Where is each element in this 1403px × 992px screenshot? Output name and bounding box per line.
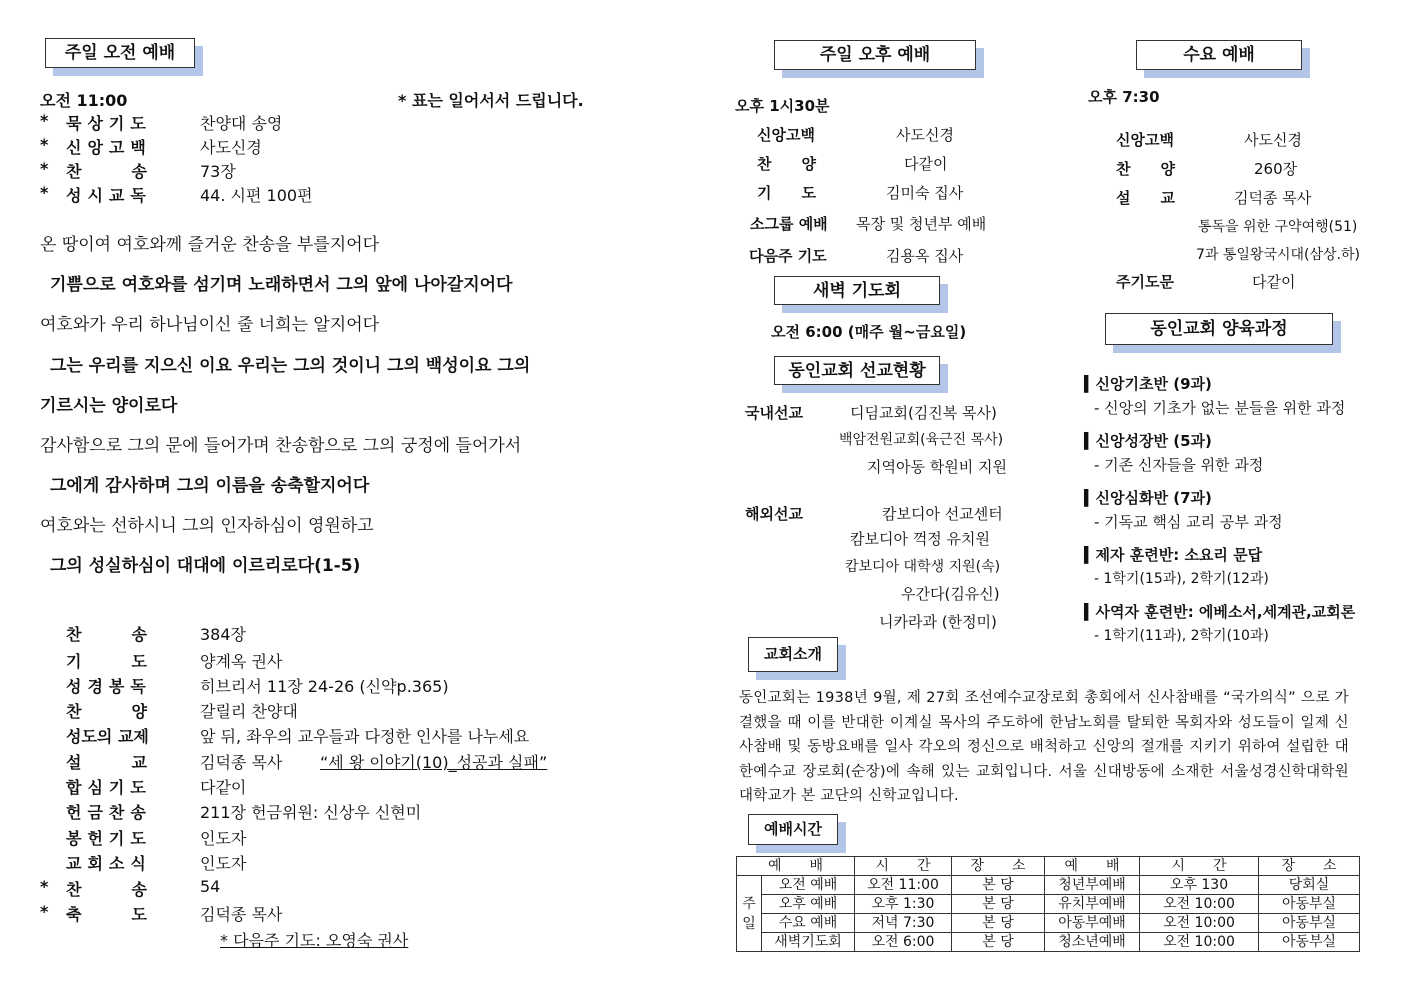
schedule-header: 장 소: [952, 857, 1045, 876]
order-value: 211장 헌금위원: 신상우 신현미: [200, 803, 422, 822]
psalm-line: 그에게 감사하며 그의 이름을 송축할지어다: [50, 476, 370, 496]
opening-value: 73장: [200, 162, 236, 181]
order-mark: *: [40, 877, 49, 896]
schedule-cell: 저녁 7:30: [855, 914, 952, 933]
psalm-line: 기쁨으로 여호와를 섬기며 노래하면서 그의 앞에 나아갈지어다: [50, 275, 513, 295]
psalm-line: 감사함으로 그의 문에 들어가며 찬송함으로 그의 궁정에 들어가서: [40, 436, 522, 456]
section-title-sunday-morning: 주일 오전 예배: [45, 38, 195, 68]
afternoon-time: 오후 1시30분: [735, 97, 830, 115]
course-desc: - 기존 신자들을 위한 과정: [1094, 456, 1264, 474]
order-value: 인도자: [200, 854, 247, 873]
wednesday-sermon-line: 통독을 위한 구약여행(51): [1198, 219, 1358, 235]
schedule-header: 시 간: [1140, 857, 1259, 876]
schedule-cell: 오전 6:00: [855, 933, 952, 952]
overseas-item: 니카라과 (한정미): [879, 613, 997, 631]
order-label: 찬 송: [66, 625, 153, 644]
afternoon-label: 다음주 기도: [749, 247, 827, 265]
opening-mark: *: [40, 159, 49, 178]
wednesday-time: 오후 7:30: [1088, 88, 1160, 106]
course-desc: - 신앙의 기초가 없는 분들을 위한 과정: [1094, 399, 1346, 417]
schedule-cell: 오전 10:00: [1140, 914, 1259, 933]
psalm-line: 여호와는 선하시니 그의 인자하심이 영원하고: [40, 516, 374, 536]
schedule-cell: 오후 예배: [762, 895, 855, 914]
schedule-side-label: 주일: [737, 876, 762, 952]
order-value: 갈릴리 찬양대: [200, 702, 298, 721]
wednesday-label: 찬 양: [1116, 160, 1175, 178]
course-title-text: 신앙성장반 (5과): [1095, 432, 1212, 450]
afternoon-label: 기 도: [757, 184, 816, 202]
next-prayer-note: * 다음주 기도: 오영숙 권사: [220, 931, 409, 950]
opening-label: 찬 송: [66, 162, 153, 181]
afternoon-label: 찬 양: [757, 155, 816, 173]
order-value: 양계옥 권사: [200, 652, 283, 671]
opening-value: 찬양대 송영: [200, 114, 283, 133]
course-title-text: 신앙심화반 (7과): [1095, 489, 1212, 507]
course-desc: - 1학기(11과), 2학기(10과): [1094, 628, 1269, 644]
schedule-cell: 오전 10:00: [1140, 895, 1259, 914]
opening-label: 묵상기도: [66, 114, 152, 133]
opening-mark: *: [40, 135, 49, 154]
schedule-cell: 본 당: [952, 933, 1045, 952]
schedule-cell: 수요 예배: [762, 914, 855, 933]
schedule-cell: 새벽기도회: [762, 933, 855, 952]
opening-label: 성시교독: [66, 186, 152, 205]
schedule-cell: 아동부실: [1259, 933, 1360, 952]
psalm-line: 그의 성실하심이 대대에 이르리로다(1-5): [50, 556, 361, 576]
schedule-header: 장 소: [1259, 857, 1360, 876]
schedule-cell: 오전 11:00: [855, 876, 952, 895]
order-mark: *: [40, 902, 49, 921]
section-title-intro: 교회소개: [748, 637, 838, 672]
wednesday-value: 사도신경: [1244, 131, 1302, 149]
afternoon-value: 목장 및 청년부 예배: [856, 215, 987, 233]
afternoon-value: 김용옥 집사: [886, 247, 964, 265]
schedule-cell: 아동부실: [1259, 895, 1360, 914]
dawn-time: 오전 6:00 (매주 월~금요일): [771, 323, 967, 341]
schedule-header: 예 배: [1045, 857, 1140, 876]
order-label: 봉헌기도: [66, 829, 152, 848]
order-label: 성경봉독: [66, 677, 152, 696]
schedule-cell: 아동부예배: [1045, 914, 1140, 933]
wednesday-closing-label: 주기도문: [1116, 273, 1174, 291]
course-title: ▍사역자 훈련반: 에베소서,세계관,교회론: [1084, 603, 1356, 621]
psalm-line: 기르시는 양이로다: [40, 396, 178, 416]
schedule-cell: 오전 예배: [762, 876, 855, 895]
psalm-line: 여호와가 우리 하나님이신 줄 너희는 알지어다: [40, 315, 380, 335]
order-value: 김덕종 목사: [200, 905, 283, 924]
schedule-cell: 오전 10:00: [1140, 933, 1259, 952]
section-title-training: 동인교회 양육과정: [1105, 313, 1333, 345]
afternoon-label: 신앙고백: [757, 126, 815, 144]
order-label: 합심기도: [66, 778, 152, 797]
morning-time: 오전 11:00: [40, 91, 128, 110]
course-title: ▍신앙기초반 (9과): [1084, 375, 1212, 393]
order-value: 384장: [200, 625, 246, 644]
psalm-line: 온 땅이여 여호와께 즐거운 찬송을 부를지어다: [40, 235, 380, 255]
schedule-row: [737, 914, 1360, 933]
schedule-header: 시 간: [855, 857, 952, 876]
order-label: 성도의 교제: [66, 727, 149, 746]
afternoon-label: 소그룹 예배: [750, 215, 828, 233]
afternoon-value: 사도신경: [896, 126, 954, 144]
opening-label: 신앙고백: [66, 138, 152, 157]
course-title-text: 신앙기초반 (9과): [1095, 375, 1212, 393]
schedule-row: [737, 876, 1360, 895]
schedule-cell: 본 당: [952, 895, 1045, 914]
course-title: ▍제자 훈련반: 소요리 문답: [1084, 546, 1263, 564]
schedule-cell: 본 당: [952, 876, 1045, 895]
order-label: 헌금찬송: [66, 803, 152, 822]
course-desc: - 1학기(15과), 2학기(12과): [1094, 571, 1269, 587]
section-title-sunday-afternoon: 주일 오후 예배: [774, 40, 976, 70]
section-title-schedule: 예배시간: [748, 814, 838, 845]
opening-value: 44. 시편 100편: [200, 186, 313, 205]
schedule-cell: 유치부예배: [1045, 895, 1140, 914]
wednesday-sermon-line: 7과 통일왕국시대(삼상.하): [1196, 247, 1360, 263]
course-title-text: 사역자 훈련반: 에베소서,세계관,교회론: [1095, 603, 1356, 621]
wednesday-value: 김덕종 목사: [1234, 189, 1312, 207]
section-title-dawn-prayer: 새벽 기도회: [774, 276, 940, 305]
schedule-cell: 오후 1:30: [855, 895, 952, 914]
schedule-cell: 청년부예배: [1045, 876, 1140, 895]
course-title-text: 제자 훈련반: 소요리 문답: [1095, 546, 1263, 564]
schedule-cell: 오후 130: [1140, 876, 1259, 895]
order-value: 다같이: [200, 778, 247, 797]
psalm-line: 그는 우리를 지으신 이요 우리는 그의 것이니 그의 백성이요 그의: [50, 356, 531, 376]
schedule-header: 예 배: [737, 857, 855, 876]
wednesday-closing-value: 다같이: [1252, 273, 1296, 291]
order-label: 찬 양: [66, 702, 153, 721]
schedule-cell: 본 당: [952, 914, 1045, 933]
schedule-row: [737, 895, 1360, 914]
schedule-table: [736, 856, 1360, 952]
schedule-header-row: [737, 857, 1360, 876]
order-label: 찬 송: [66, 880, 153, 899]
course-desc: - 기독교 핵심 교리 공부 과정: [1094, 513, 1283, 531]
order-value: 히브리서 11장 24-26 (신약p.365): [200, 677, 449, 696]
domestic-item: 지역아동 학원비 지원: [867, 458, 1007, 476]
domestic-item: 백암전원교회(육근진 목사): [839, 432, 1004, 448]
order-value: 인도자: [200, 829, 247, 848]
afternoon-value: 다같이: [904, 155, 948, 173]
schedule-row: [737, 933, 1360, 952]
wednesday-label: 설 교: [1116, 189, 1175, 207]
order-label: 교회소식: [66, 854, 152, 873]
opening-mark: *: [40, 111, 49, 130]
wednesday-value: 260장: [1254, 160, 1298, 178]
schedule-cell: 아동부실: [1259, 914, 1360, 933]
order-value: 앞 뒤, 좌우의 교우들과 다정한 인사를 나누세요: [200, 727, 530, 746]
order-value: 김덕종 목사: [200, 753, 283, 772]
section-title-mission: 동인교회 선교현황: [774, 356, 940, 385]
opening-value: 사도신경: [200, 138, 262, 157]
schedule-cell: 당회실: [1259, 876, 1360, 895]
schedule-cell: 청소년예배: [1045, 933, 1140, 952]
section-title-wednesday: 수요 예배: [1136, 40, 1302, 70]
overseas-item: 우간다(김유신): [901, 585, 1000, 603]
course-title: ▍신앙성장반 (5과): [1084, 432, 1212, 450]
overseas-item: 캄보디아 대학생 지원(속): [845, 559, 1001, 575]
afternoon-value: 김미숙 집사: [886, 184, 964, 202]
domestic-label: 국내선교: [745, 404, 803, 422]
opening-mark: *: [40, 183, 49, 202]
order-label: 축 도: [66, 905, 153, 924]
wednesday-label: 신앙고백: [1116, 131, 1174, 149]
standing-note: * 표는 일어서서 드립니다.: [398, 91, 584, 110]
domestic-item: 디딤교회(김진복 목사): [850, 404, 997, 422]
intro-text: 동인교회는 1938년 9월, 제 27회 조선예수교장로회 총회에서 신사참배를 “국가의식” 으로 가결했을 때 이를 반대한 이계실 목사의 주도하에 한남노회를 탈퇴한 목회자와 성도들이 일제 신사참배 및 동방요배를 일사 각오의 정신으로 배척하고 신앙의 절개를 지키기 위하여 설립한 대한예수교 장로회(순장)에 속해 있는 교회입니다. 서울 신대방동에 소재한 서울성경신학대학원대학교가 본 교단의 신학교입니다.: [739, 690, 1349, 804]
order-label: 기 도: [66, 652, 153, 671]
course-title: ▍신앙심화반 (7과): [1084, 489, 1212, 507]
overseas-item: 캄보디아 선교센터: [882, 505, 1003, 523]
sermon-title: “세 왕 이야기(10)_성공과 실패”: [320, 753, 548, 772]
order-value: 54: [200, 877, 221, 896]
order-label: 설 교: [66, 753, 153, 772]
overseas-label: 해외선교: [745, 505, 803, 523]
overseas-item: 캄보디아 꺽정 유치원: [850, 530, 990, 548]
